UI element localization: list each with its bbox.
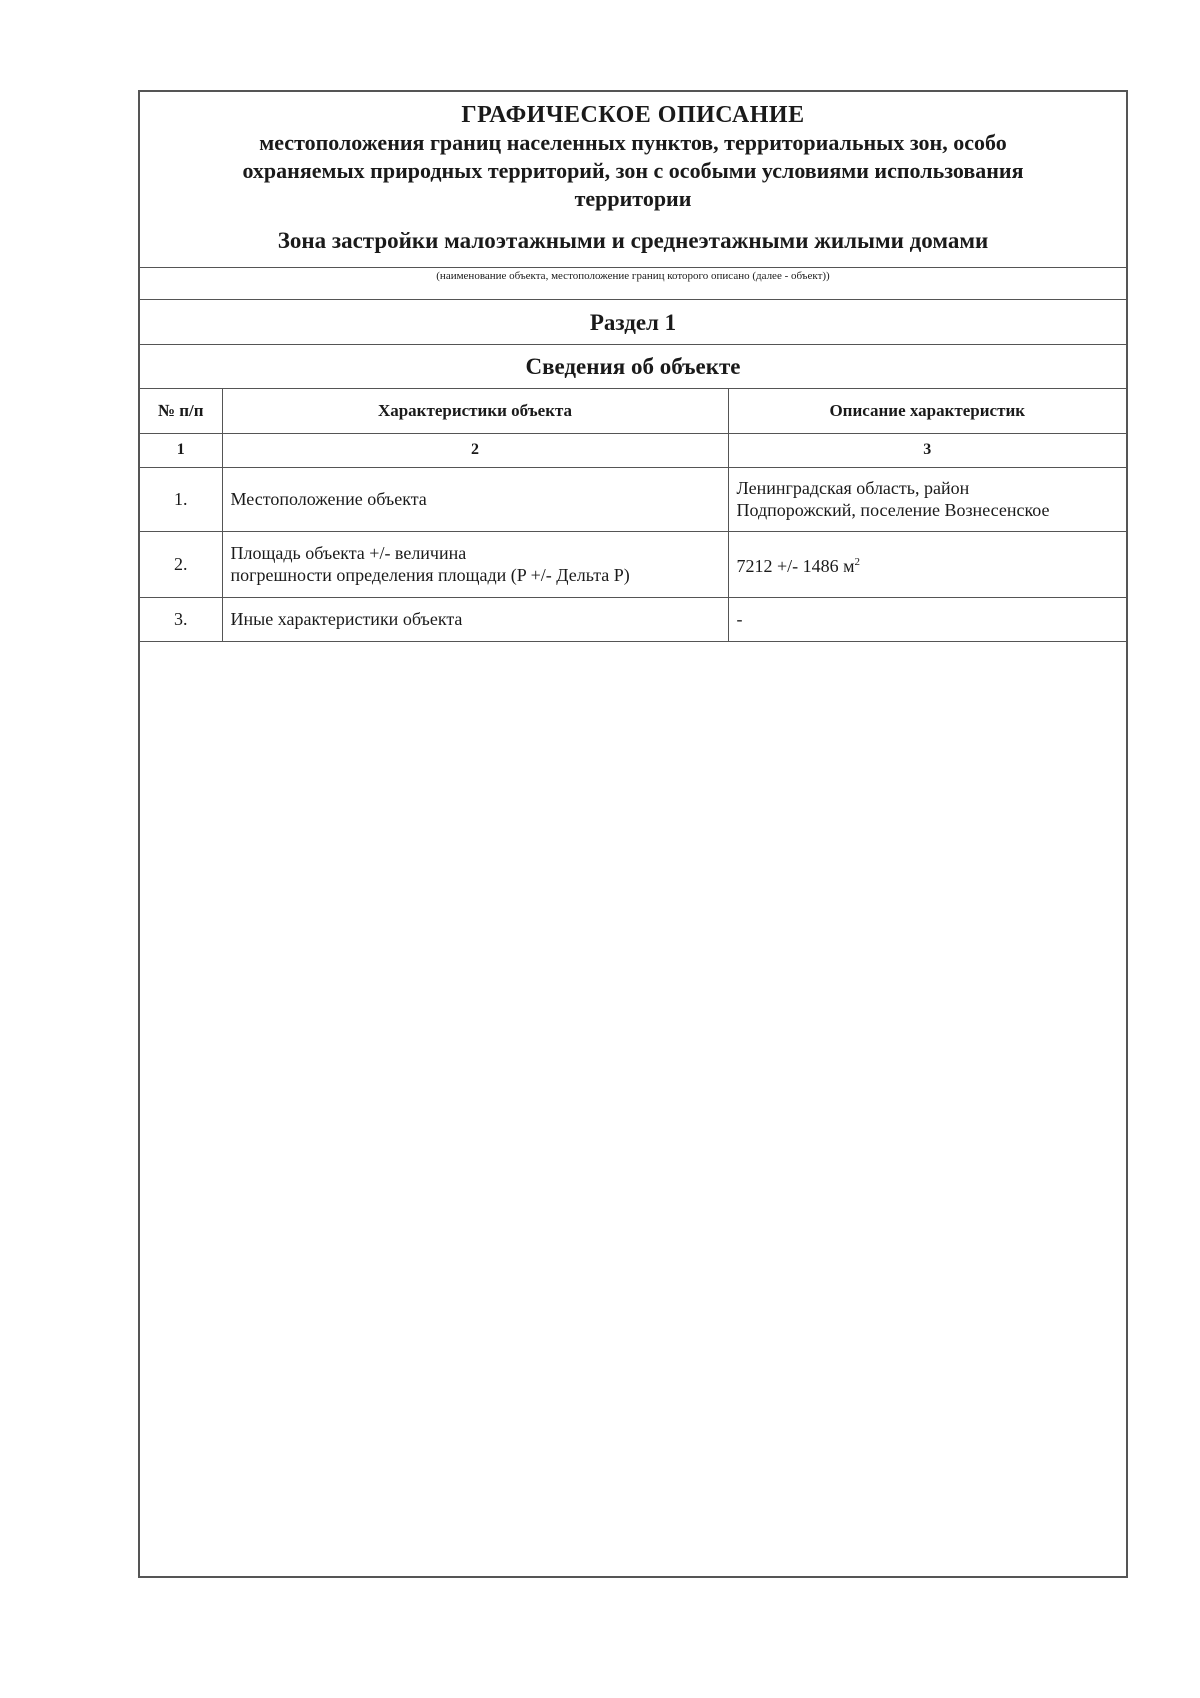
characteristic-line: Местоположение объекта: [230, 489, 427, 509]
table-row: [140, 597, 1126, 641]
document-frame: [138, 90, 1128, 1578]
description-line: -: [736, 609, 743, 629]
column-number: 2: [222, 433, 728, 467]
row-description: [728, 597, 1126, 641]
description-line: Подпорожский, поселение Вознесенское: [736, 500, 1050, 520]
characteristic-line: Площадь объекта +/- величина: [230, 543, 467, 563]
object-name-caption: (наименование объекта, местоположение границ которого описано (далее - объект)): [140, 268, 1126, 300]
characteristic-line: Иные характеристики объекта: [230, 609, 463, 629]
column-number: 1: [140, 433, 222, 467]
object-info-table: [140, 389, 1126, 642]
row-number: 1.: [140, 467, 222, 531]
column-number: 3: [728, 433, 1126, 467]
document-header: [140, 92, 1126, 268]
row-characteristic: [222, 467, 728, 531]
row-characteristic: [222, 597, 728, 641]
row-description: [728, 467, 1126, 531]
subtitle-line: местоположения границ населенных пунктов, территориальных зон, особо: [259, 130, 1007, 155]
table-row: [140, 467, 1126, 531]
header-characteristics: Характеристики объекта: [222, 389, 728, 433]
column-number-row: [140, 433, 1126, 467]
description-line: Ленинградская область, район: [736, 478, 970, 498]
characteristic-line: погрешности определения площади (P +/- Дельта P): [230, 565, 630, 585]
section-title: Раздел 1: [140, 300, 1126, 345]
row-number: 2.: [140, 531, 222, 597]
row-number: 3.: [140, 597, 222, 641]
header-number: № п/п: [140, 389, 222, 433]
document-title: ГРАФИЧЕСКОЕ ОПИСАНИЕ: [461, 102, 805, 128]
row-description: [728, 531, 1126, 597]
object-name: Зона застройки малоэтажными и среднеэтажными жилыми домами: [277, 228, 989, 253]
area-unit-exponent: 2: [854, 556, 861, 568]
subtitle-line: территории: [574, 186, 692, 211]
info-title: Сведения об объекте: [140, 345, 1126, 389]
table-header-row: [140, 389, 1126, 433]
document-subtitle: [140, 129, 1126, 213]
area-value: 7212 +/- 1486 м: [736, 556, 855, 576]
table-row: [140, 531, 1126, 597]
header-description: Описание характеристик: [728, 389, 1126, 433]
row-characteristic: [222, 531, 728, 597]
subtitle-line: охраняемых природных территорий, зон с особыми условиями использования: [242, 158, 1024, 183]
